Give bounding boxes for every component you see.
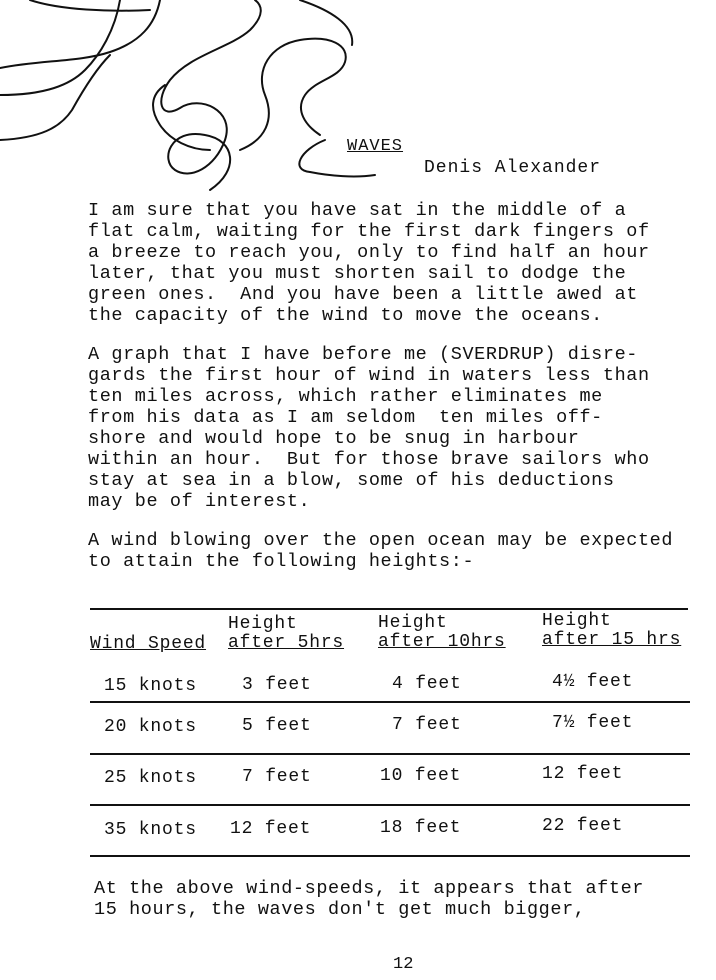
table-row-2-h15: 7½ feet (552, 713, 634, 733)
header-wind-speed: Wind Speed (90, 634, 207, 654)
paragraph-sverdrup: A graph that I have before me (SVERDRUP) disre- gards the first hour of wind in waters less than ten miles across, which rather eliminates me from his data as I am seldom ten miles off- shore and would hope to be snug in harbour within an hour. But for those brave sailors who stay at sea in a blow, some of his deductions may be of interest. (88, 344, 650, 512)
page-number: 12 (393, 955, 414, 974)
table-row-rule-2 (90, 753, 690, 755)
table-top-rule (90, 608, 688, 610)
table-row-3-wind: 25 knots (104, 768, 197, 788)
table-row-1-h10: 4 feet (392, 674, 462, 694)
paragraph-closing: At the above wind-speeds, it appears that after 15 hours, the waves don't get much bigger, (94, 878, 644, 920)
header-h10-bottom: after 10hrs (378, 632, 506, 652)
table-row-1-h5: 3 feet (242, 675, 312, 695)
paragraph-table-intro: A wind blowing over the open ocean may be expected to attain the following heights:- (88, 530, 674, 572)
table-row-3-h5: 7 feet (242, 767, 312, 787)
table-row-4-wind: 35 knots (104, 820, 197, 840)
article-author: Denis Alexander (424, 158, 602, 178)
table-row-2-h5: 5 feet (242, 716, 312, 736)
table-row-rule-1 (90, 701, 690, 703)
table-bottom-rule (90, 855, 690, 857)
table-row-4-h15: 22 feet (542, 816, 624, 836)
wave-height-table (90, 605, 690, 865)
table-row-1-wind: 15 knots (104, 676, 197, 696)
table-row-3-h10: 10 feet (380, 766, 462, 786)
header-h5-top: Height (228, 614, 298, 634)
table-row-3-h15: 12 feet (542, 764, 624, 784)
wave-illustration (0, 0, 420, 200)
table-row-rule-3 (90, 804, 690, 806)
table-row-1-h15: 4½ feet (552, 672, 634, 692)
table-row-2-wind: 20 knots (104, 717, 197, 737)
table-row-2-h10: 7 feet (392, 715, 462, 735)
table-row-4-h10: 18 feet (380, 818, 462, 838)
header-h15-top: Height (542, 611, 612, 631)
header-h5-bottom: after 5hrs (228, 633, 345, 653)
article-title: WAVES (347, 137, 404, 156)
header-h10-top: Height (378, 613, 448, 633)
header-h15-bottom: after 15 hrs (542, 630, 682, 650)
table-row-4-h5: 12 feet (230, 819, 312, 839)
paragraph-intro: I am sure that you have sat in the middle of a flat calm, waiting for the first dark fingers of a breeze to reach you, only to find half an hour later, that you must shorten sail to dodge the green ones. And you have been a little awed at the capacity of the wind to move the oceans. (88, 200, 650, 326)
